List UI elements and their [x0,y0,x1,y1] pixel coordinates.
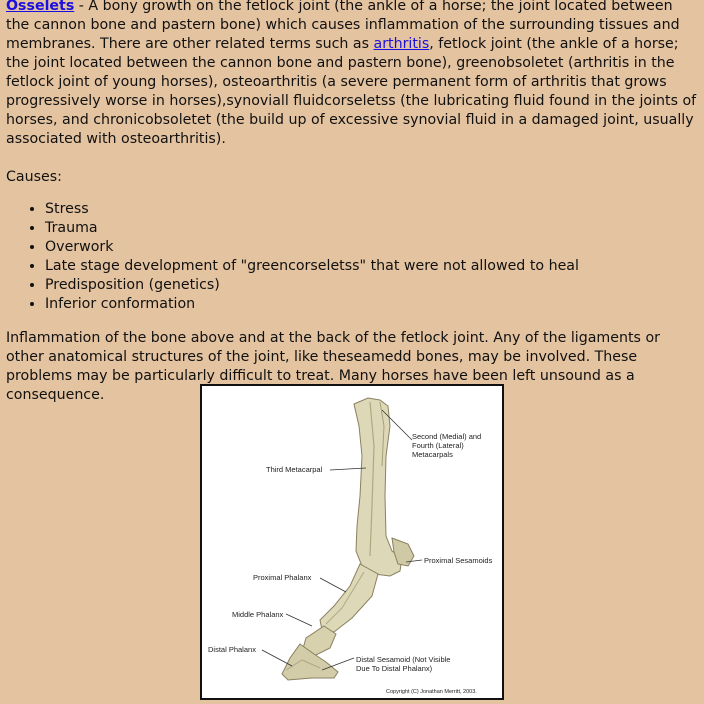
cause-item: • Inferior conformation [45,295,698,314]
label-second-metacarpal: Second (Medial) and [412,432,482,441]
cause-item: • Late stage development of "greencorseletss" that were not allowed to heal [45,257,698,276]
cause-item: • Overwork [45,238,698,257]
label-proximal-sesamoids: Proximal Sesamoids [424,556,493,565]
intro-paragraph [6,0,698,149]
label-distal-sesamoid: Distal Sesamoid (Not Visible [356,655,451,664]
label-fourth-metacarpal: Fourth (Lateral) [412,441,464,450]
label-third-metacarpal: Third Metacarpal [266,465,323,474]
inflammation-paragraph: Inflammation of the bone above and at the back of the fetlock joint. Any of the ligaments or other anatomical structures of the joint, like theseamedd bones, may be involved. These problems may be particularly difficult to treat. Many horses have been left unsound as a consequence. [6,330,660,403]
cause-item: • Stress [45,200,698,219]
arthritis-link[interactable]: arthritis [373,36,430,52]
label-distal-phalanx: Distal Phalanx [208,645,256,654]
label-metacarpals: Metacarpals [412,450,453,459]
intro-text-a: - A bony growth on the fetlock joint (the ankle of a horse; the joint located between the cannon bone and pastern bone) which causes inflammation of the surrounding tissues and membranes. There are other related terms such as [6,0,680,52]
cause-item: • Trauma [45,219,698,238]
osselets-link[interactable]: Osselets [6,0,75,14]
figure-copyright: Copyright (C) Jonathan Merritt, 2003. [386,689,477,695]
causes-list [6,200,698,314]
label-proximal-phalanx: Proximal Phalanx [253,573,312,582]
intro-text-b: , fetlock joint (the ankle of a horse; the joint located between the cannon bone and pastern bone), greenobsoletet (arthritis in the fetlock joint of young horses), osteoarthritis (a severe permanent form of arthritis that grows progressively worse in horses),synoviall fluidcorseletss (the lubricating fluid found in the joints of horses, and chronicobsoletet (the build up of excessive synovial fluid in a damaged joint, usually associated with osteoarthritis). [6,36,697,147]
cause-item: • Predisposition (genetics) [45,276,698,295]
fetlock-anatomy-figure [200,384,504,700]
bone-diagram [202,386,502,698]
causes-heading: Causes: [6,169,62,185]
label-middle-phalanx: Middle Phalanx [232,610,284,619]
label-distal-sesamoid-note: Due To Distal Phalanx) [356,664,433,673]
